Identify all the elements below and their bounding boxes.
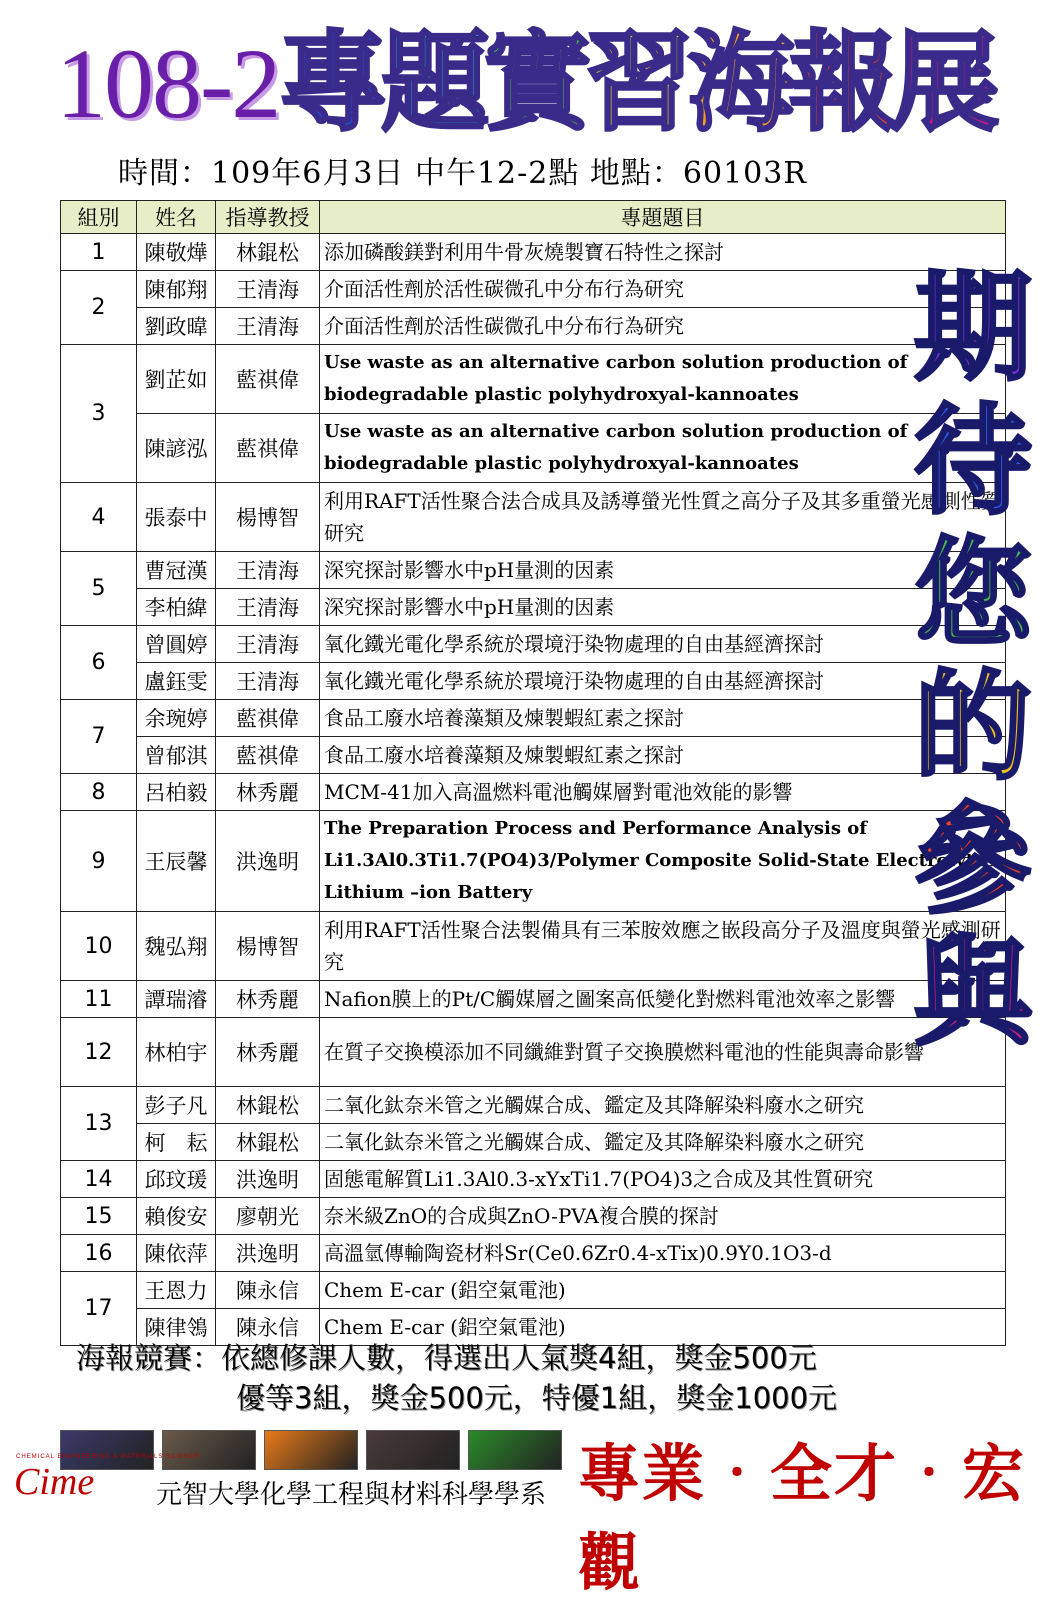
topic-title: 高溫氫傳輸陶瓷材料Sr(Ce0.6Zr0.4-xTix)0.9Y0.1O3-d (320, 1235, 1006, 1272)
topic-title: 利用RAFT活性聚合法製備具有三苯胺效應之嵌段高分子及溫度與螢光感測研究 (320, 912, 1006, 981)
group-number: 15 (61, 1198, 137, 1235)
advisor-name: 楊博智 (216, 483, 320, 552)
topic-title: Chem E-car (鋁空氣電池) (320, 1272, 1006, 1309)
advisor-name: 林秀麗 (216, 774, 320, 811)
group-number: 5 (61, 552, 137, 626)
topic-title: Nafion膜上的Pt/C觸媒層之圖案高低變化對燃料電池效率之影響 (320, 981, 1006, 1018)
header-group: 組別 (61, 201, 137, 234)
schedule-table (60, 200, 1006, 1346)
topic-title: Use waste as an alternative carbon solution production of biodegradable plastic polyhydroxyal-kannoates (320, 345, 1006, 414)
department-name: 元智大學化學工程與材料科學學系 (156, 1480, 547, 1510)
title-char: 海 (687, 21, 790, 146)
title-char: 習 (585, 21, 688, 146)
title-number: 108-2 (56, 28, 280, 139)
header-advisor: 指導教授 (216, 201, 320, 234)
advisor-name: 楊博智 (216, 912, 320, 981)
topic-title: 固態電解質Li1.3Al0.3-xYxTi1.7(PO4)3之合成及其性質研究 (320, 1161, 1006, 1198)
topic-title: The Preparation Process and Performance Analysis of Li1.3Al0.3Ti1.7(PO4)3/Polymer Composite Solid-State Electrolytes Lithium –ion Battery (320, 811, 1006, 912)
advisor-name: 王清海 (216, 589, 320, 626)
student-name: 曾郁淇 (137, 737, 216, 774)
student-name: 王恩力 (137, 1272, 216, 1309)
table-row (61, 1235, 1006, 1272)
table-row (61, 1124, 1006, 1161)
table-row (61, 981, 1006, 1018)
group-number: 8 (61, 774, 137, 811)
table-row (61, 1018, 1006, 1087)
topic-title: 二氧化鈦奈米管之光觸媒合成、鑑定及其降解染料廢水之研究 (320, 1087, 1006, 1124)
advisor-name: 洪逸明 (216, 1235, 320, 1272)
table-header-row (61, 201, 1006, 234)
table-row (61, 1087, 1006, 1124)
student-name: 陳敬燁 (137, 234, 216, 271)
contest-info (76, 1338, 837, 1418)
topic-title: 利用RAFT活性聚合法合成具及誘導螢光性質之高分子及其多重螢光感測性質研究 (320, 483, 1006, 552)
group-number: 11 (61, 981, 137, 1018)
topic-title: 氧化鐵光電化學系統於環境汙染物處理的自由基經濟探討 (320, 626, 1006, 663)
table-row (61, 308, 1006, 345)
table-row (61, 1161, 1006, 1198)
group-number: 4 (61, 483, 137, 552)
footer (0, 1424, 1058, 1599)
photo-thumbnail (264, 1430, 358, 1470)
photo-thumbnail (162, 1430, 256, 1470)
slogan-char: 期 (913, 259, 1032, 397)
group-number: 13 (61, 1087, 137, 1161)
student-name: 李柏緯 (137, 589, 216, 626)
motto: 專業‧全才‧宏觀 (578, 1437, 1027, 1599)
title-char: 實 (483, 21, 586, 146)
table-row (61, 483, 1006, 552)
student-name: 陳郁翔 (137, 271, 216, 308)
table-row (61, 414, 1006, 483)
advisor-name: 王清海 (216, 308, 320, 345)
contest-line-1: 海報競賽：依總修課人數，得選出人氣獎4組，獎金500元 (76, 1341, 817, 1375)
topic-title: MCM-41加入高溫燃料電池觸媒層對電池效能的影響 (320, 774, 1006, 811)
topic-title: Use waste as an alternative carbon solution production of biodegradable plastic polyhydroxyal-kannoates (320, 414, 1006, 483)
student-name: 曾圓婷 (137, 626, 216, 663)
advisor-name: 林錕松 (216, 1087, 320, 1124)
topic-title: 深究探討影響水中pH量測的因素 (320, 589, 1006, 626)
topic-title: 介面活性劑於活性碳微孔中分布行為研究 (320, 271, 1006, 308)
table-row (61, 700, 1006, 737)
advisor-name: 藍祺偉 (216, 700, 320, 737)
topic-title: 食品工廢水培養藻類及煉製蝦紅素之探討 (320, 737, 1006, 774)
table-row (61, 912, 1006, 981)
photo-thumbnail (366, 1430, 460, 1470)
student-name: 賴俊安 (137, 1198, 216, 1235)
table-row (61, 663, 1006, 700)
student-name: 劉芷如 (137, 345, 216, 414)
advisor-name: 王清海 (216, 626, 320, 663)
advisor-name: 洪逸明 (216, 1161, 320, 1198)
topic-title: 深究探討影響水中pH量測的因素 (320, 552, 1006, 589)
photo-thumbnail (468, 1430, 562, 1470)
slogan-char: 您 (913, 525, 1032, 663)
group-number: 10 (61, 912, 137, 981)
title-char: 專 (279, 21, 382, 146)
contest-line-2: 優等3組，獎金500元，特優1組，獎金1000元 (236, 1381, 838, 1415)
student-name: 呂柏毅 (137, 774, 216, 811)
student-name: 陳諺泓 (137, 414, 216, 483)
group-number: 9 (61, 811, 137, 912)
advisor-name: 王清海 (216, 552, 320, 589)
student-name: 彭子凡 (137, 1087, 216, 1124)
table-row (61, 589, 1006, 626)
group-number: 2 (61, 271, 137, 345)
side-slogan (898, 259, 1048, 1062)
advisor-name: 王清海 (216, 663, 320, 700)
topic-title: 添加磷酸鎂對利用牛骨灰燒製寶石特性之探討 (320, 234, 1006, 271)
poster-title (56, 14, 1016, 154)
photo-strip (60, 1430, 570, 1474)
advisor-name: 王清海 (216, 271, 320, 308)
student-name: 陳依萍 (137, 1235, 216, 1272)
slogan-char: 參 (913, 791, 1032, 929)
slogan-char: 的 (913, 658, 1032, 796)
header-name: 姓名 (137, 201, 216, 234)
table-row (61, 345, 1006, 414)
title-char: 報 (789, 21, 892, 146)
student-name: 譚瑞濬 (137, 981, 216, 1018)
table-row (61, 552, 1006, 589)
group-number: 16 (61, 1235, 137, 1272)
advisor-name: 藍祺偉 (216, 345, 320, 414)
topic-title: Chem E-car (鋁空氣電池) (320, 1309, 1006, 1346)
student-name: 魏弘翔 (137, 912, 216, 981)
topic-title: 奈米級ZnO的合成與ZnO-PVA複合膜的探討 (320, 1198, 1006, 1235)
advisor-name: 廖朝光 (216, 1198, 320, 1235)
logo-subtitle: CHEMICAL ENGINEERING & MATERIALS SCIENCE (16, 1454, 200, 1460)
topic-title: 食品工廢水培養藻類及煉製蝦紅素之探討 (320, 700, 1006, 737)
topic-title: 二氧化鈦奈米管之光觸媒合成、鑑定及其降解染料廢水之研究 (320, 1124, 1006, 1161)
title-char: 展 (891, 21, 994, 146)
student-name: 張泰中 (137, 483, 216, 552)
advisor-name: 林錕松 (216, 1124, 320, 1161)
student-name: 邱玟瑗 (137, 1161, 216, 1198)
student-name: 曹冠漢 (137, 552, 216, 589)
group-number: 6 (61, 626, 137, 700)
group-number: 1 (61, 234, 137, 271)
table-row (61, 737, 1006, 774)
advisor-name: 陳永信 (216, 1272, 320, 1309)
group-number: 7 (61, 700, 137, 774)
topic-title: 氧化鐵光電化學系統於環境汙染物處理的自由基經濟探討 (320, 663, 1006, 700)
table-row (61, 1198, 1006, 1235)
topic-title: 介面活性劑於活性碳微孔中分布行為研究 (320, 308, 1006, 345)
event-info: 時間：109年6月3日 中午12-2點 地點：60103R (118, 156, 807, 191)
student-name: 王辰馨 (137, 811, 216, 912)
header-topic: 專題題目 (320, 201, 1006, 234)
student-name: 盧鈺雯 (137, 663, 216, 700)
group-number: 17 (61, 1272, 137, 1346)
slogan-char: 待 (913, 392, 1032, 530)
group-number: 14 (61, 1161, 137, 1198)
advisor-name: 藍祺偉 (216, 414, 320, 483)
table-row (61, 626, 1006, 663)
student-name: 林柏宇 (137, 1018, 216, 1087)
table-row (61, 774, 1006, 811)
advisor-name: 洪逸明 (216, 811, 320, 912)
student-name: 陳律鴒 (137, 1309, 216, 1346)
advisor-name: 陳永信 (216, 1309, 320, 1346)
group-number: 12 (61, 1018, 137, 1087)
advisor-name: 藍祺偉 (216, 737, 320, 774)
table-row (61, 1272, 1006, 1309)
group-number: 3 (61, 345, 137, 483)
table-row (61, 234, 1006, 271)
cime-logo: Cime (14, 1461, 95, 1503)
topic-title: 在質子交換模添加不同纖維對質子交換膜燃料電池的性能與壽命影響 (320, 1018, 1006, 1087)
student-name: 柯 耘 (137, 1124, 216, 1161)
student-name: 劉政暐 (137, 308, 216, 345)
title-char: 題 (381, 21, 484, 146)
table-row (61, 811, 1006, 912)
advisor-name: 林錕松 (216, 234, 320, 271)
advisor-name: 林秀麗 (216, 981, 320, 1018)
student-name: 余琬婷 (137, 700, 216, 737)
slogan-char: 與 (913, 924, 1032, 1062)
title-text (279, 14, 994, 146)
advisor-name: 林秀麗 (216, 1018, 320, 1087)
table-row (61, 271, 1006, 308)
